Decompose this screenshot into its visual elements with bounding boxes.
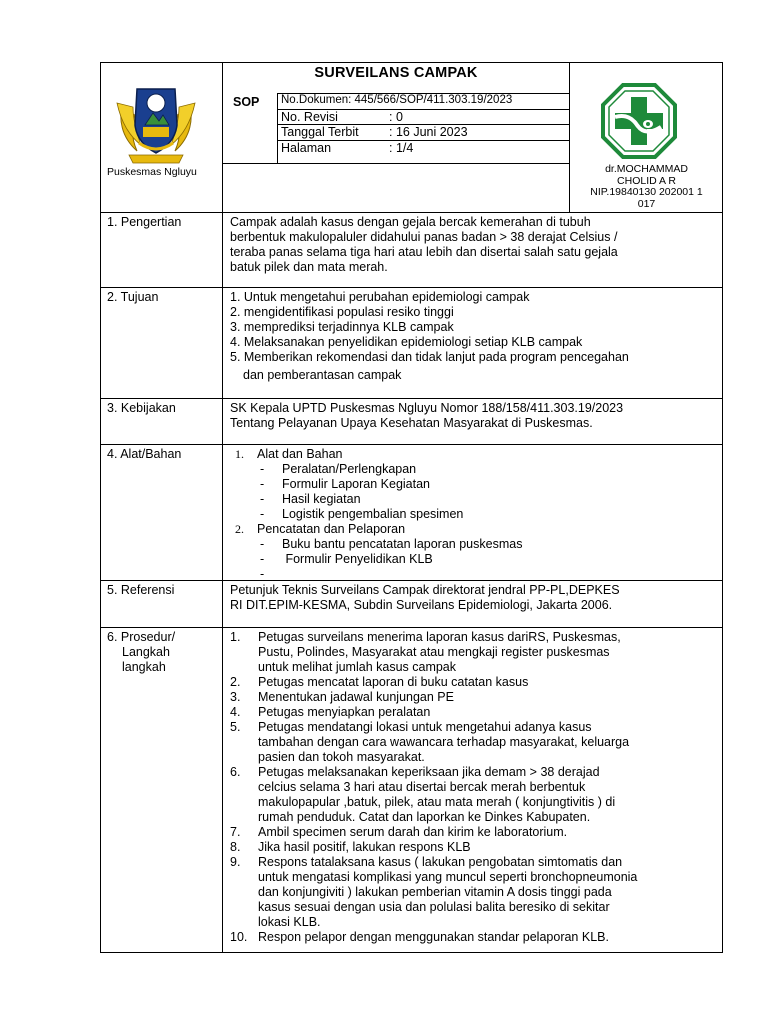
issue-date-label: Tanggal Terbit <box>281 125 359 139</box>
procedure-step <box>230 765 716 825</box>
list-item: 3. memprediksi terjadinnya KLB campak <box>230 320 454 334</box>
step-number: 8. <box>230 840 241 854</box>
group-heading <box>230 522 716 537</box>
puskesmas-name: Puskesmas Ngluyu <box>107 166 197 178</box>
text-line: Tentang Pelayanan Upaya Kesehatan Masyarakat di Puskesmas. <box>230 416 593 430</box>
step-number: 6. <box>230 765 241 779</box>
procedure-step <box>230 630 716 675</box>
label-line: Langkah <box>122 645 170 659</box>
procedure-step <box>230 855 716 930</box>
text-line: Campak adalah kasus dengan gejala bercak kemerahan di tubuh <box>230 215 591 229</box>
signatory-nip-line2: 017 <box>637 197 656 210</box>
step-text-line: Petugas menyiapkan peralatan <box>258 705 431 719</box>
dash-bullet: - <box>260 477 265 491</box>
row-content <box>223 213 722 275</box>
group-title: Alat dan Bahan <box>257 447 343 461</box>
header-divider <box>222 163 569 164</box>
dash-bullet: - <box>260 462 265 476</box>
step-text-line: celcius selama 3 hari atau disertai bercak merah berbentuk <box>258 780 586 794</box>
procedure-step <box>230 705 716 720</box>
sop-header-table <box>100 62 723 213</box>
row-content <box>223 445 722 582</box>
row-tujuan <box>101 287 722 398</box>
label-line: 6. Prosedur/ <box>107 630 176 644</box>
row-label: 5. Referensi <box>101 581 223 627</box>
group-heading <box>230 447 716 462</box>
dash-list <box>230 462 716 522</box>
doc-number-value: No.Dokumen: 445/566/SOP/411.303.19/2023 <box>281 94 513 106</box>
signatory-name-line1: dr.MOCHAMMAD <box>605 163 688 175</box>
row-content <box>223 399 722 431</box>
revision-value: : 0 <box>389 110 403 124</box>
issue-date-row <box>281 125 468 139</box>
list-item-text: Formulir Laporan Kegiatan <box>282 477 430 491</box>
list-item <box>230 492 716 507</box>
text-line: batuk pilek dan mata merah. <box>230 260 388 274</box>
procedure-step <box>230 720 716 765</box>
step-number: 9. <box>230 855 241 869</box>
row-content <box>223 628 722 945</box>
step-text-line: lokasi KLB. <box>258 915 321 929</box>
step-number: 3. <box>230 690 241 704</box>
step-text-line: dan konjungiviti ) lakukan pemberian vitamin A dosis tinggi pada <box>258 885 612 899</box>
step-text-line: Petugas mendatangi lokasi untuk mengetahui adanya kasus <box>258 720 592 734</box>
issue-date-value: : 16 Juni 2023 <box>389 125 468 139</box>
list-item: 4. Melaksanakan penyelidikan epidemiologi setiap KLB campak <box>230 335 583 349</box>
step-text-line: tambahan dengan cara wawancara terhadap masyarakat, keluarga <box>258 735 630 749</box>
row-referensi <box>101 580 722 627</box>
step-text-line: Respons tatalaksana kasus ( lakukan pengobatan simtomatis dan <box>258 855 623 869</box>
step-text-line: Jika hasil positif, lakukan respons KLB <box>258 840 471 854</box>
list-item <box>230 537 716 552</box>
step-text-line: kasus sesuai dengan usia dan polulasi balita beresiko di sekitar <box>258 900 610 914</box>
list-item: 1. Untuk mengetahui perubahan epidemiologi campak <box>230 290 530 304</box>
procedure-step <box>230 690 716 705</box>
signatory-block <box>569 164 724 210</box>
row-label: 1. Pengertian <box>101 213 223 287</box>
list-item-text: Logistik pengembalian spesimen <box>282 507 464 521</box>
regency-emblem-logo <box>115 81 197 165</box>
step-text-line: makulopapular ,batuk, pilek, atau mata merah ( konjungtivitis ) di <box>258 795 616 809</box>
group-number: 1. <box>235 447 244 461</box>
dash-bullet: - <box>260 552 265 566</box>
revision-label: No. Revisi <box>281 110 338 124</box>
label-line: langkah <box>122 660 166 674</box>
step-number: 5. <box>230 720 241 734</box>
group-title: Pencatatan dan Pelaporan <box>257 522 406 536</box>
step-text-line: Petugas surveilans menerima laporan kasus dariRS, Puskesmas, <box>258 630 621 644</box>
dash-bullet: - <box>260 507 265 521</box>
procedure-step <box>230 930 716 945</box>
text-line: RI DIT.EPIM-KESMA, Subdin Surveilans Epidemiologi, Jakarta 2006. <box>230 598 613 612</box>
step-text-line: Pustu, Polindes, Masyarakat atau mengkaji register puskesmas <box>258 645 610 659</box>
row-kebijakan <box>101 398 722 444</box>
row-label: 4. Alat/Bahan <box>101 445 223 580</box>
sop-body-table <box>100 212 723 953</box>
procedure-step <box>230 675 716 690</box>
document-title: SURVEILANS CAMPAK <box>314 65 478 81</box>
step-number: 4. <box>230 705 241 719</box>
procedure-step <box>230 825 716 840</box>
row-label: 2. Tujuan <box>101 288 223 398</box>
page-row <box>281 141 413 155</box>
row-label <box>101 628 223 952</box>
step-number: 7. <box>230 825 241 839</box>
puskesmas-logo <box>601 83 677 159</box>
dash-bullet: - <box>260 537 265 551</box>
doc-number <box>281 94 512 106</box>
signatory-name-line2: CHOLID A R <box>617 174 676 187</box>
revision-row <box>281 110 403 124</box>
header-divider <box>222 63 223 212</box>
step-text-line: Respon pelapor dengan menggunakan standar pelaporan KLB. <box>258 930 609 944</box>
list-item-continuation: dan pemberantasan campak <box>243 368 402 382</box>
procedure-step <box>230 840 716 855</box>
page-label: Halaman <box>281 141 332 155</box>
text-line: Petunjuk Teknis Surveilans Campak direktorat jendral PP-PL,DEPKES <box>230 583 620 597</box>
list-item <box>230 552 716 567</box>
step-number: 2. <box>230 675 241 689</box>
text-line: SK Kepala UPTD Puskesmas Ngluyu Nomor 188/158/411.303.19/2023 <box>230 401 624 415</box>
procedure-steps <box>230 630 716 945</box>
group-number: 2. <box>235 522 244 536</box>
dash-bullet: - <box>260 567 265 581</box>
row-pengertian <box>101 212 722 287</box>
row-content <box>223 288 722 383</box>
text-line: teraba panas selama tiga hari atau lebih dan disertai salah satu gejala <box>230 245 618 259</box>
sop-label: SOP <box>233 95 260 109</box>
step-text-line: Petugas melaksanakan keperiksaan jika demam > 38 derajad <box>258 765 600 779</box>
step-text-line: Ambil specimen serum darah dan kirim ke laboratorium. <box>258 825 568 839</box>
step-text-line: untuk melihat jumlah kasus campak <box>258 660 457 674</box>
page-value: : 1/4 <box>389 141 414 155</box>
dash-list <box>230 537 716 582</box>
header-divider <box>277 93 278 163</box>
step-number: 10. <box>230 930 248 944</box>
step-text-line: rumah penduduk. Catat dan laporkan ke Dinkes Kabupaten. <box>258 810 591 824</box>
list-item: 2. mengidentifikasi populasi resiko tinggi <box>230 305 454 319</box>
list-item <box>230 507 716 522</box>
list-item-text: Peralatan/Perlengkapan <box>282 462 417 476</box>
step-text-line: Petugas mencatat laporan di buku catatan kasus <box>258 675 529 689</box>
list-item-text: Hasil kegiatan <box>282 492 361 506</box>
row-prosedur <box>101 627 722 952</box>
dash-bullet: - <box>260 492 265 506</box>
row-label: 3. Kebijakan <box>101 399 223 444</box>
list-item: 5. Memberikan rekomendasi dan tidak lanjut pada program pencegahan <box>230 350 629 364</box>
row-alat-bahan <box>101 444 722 580</box>
list-item-text: Buku bantu pencatatan laporan puskesmas <box>282 537 523 551</box>
row-content <box>223 581 722 613</box>
text-line: berbentuk makulopaluler didahului panas badan > 38 derajat Celsius / <box>230 230 618 244</box>
step-number: 1. <box>230 630 241 644</box>
list-item <box>230 477 716 492</box>
list-item <box>230 462 716 477</box>
step-text-line: Menentukan jadawal kunjungan PE <box>258 690 454 704</box>
step-text-line: untuk mengatasi komplikasi yang muncul seperti bronchopneumonia <box>258 870 638 884</box>
signatory-nip-line1: NIP.19840130 202001 1 <box>590 186 703 198</box>
step-text-line: pasien dan tokoh masyarakat. <box>258 750 425 764</box>
list-item-text: Formulir Penyelidikan KLB <box>282 552 433 566</box>
